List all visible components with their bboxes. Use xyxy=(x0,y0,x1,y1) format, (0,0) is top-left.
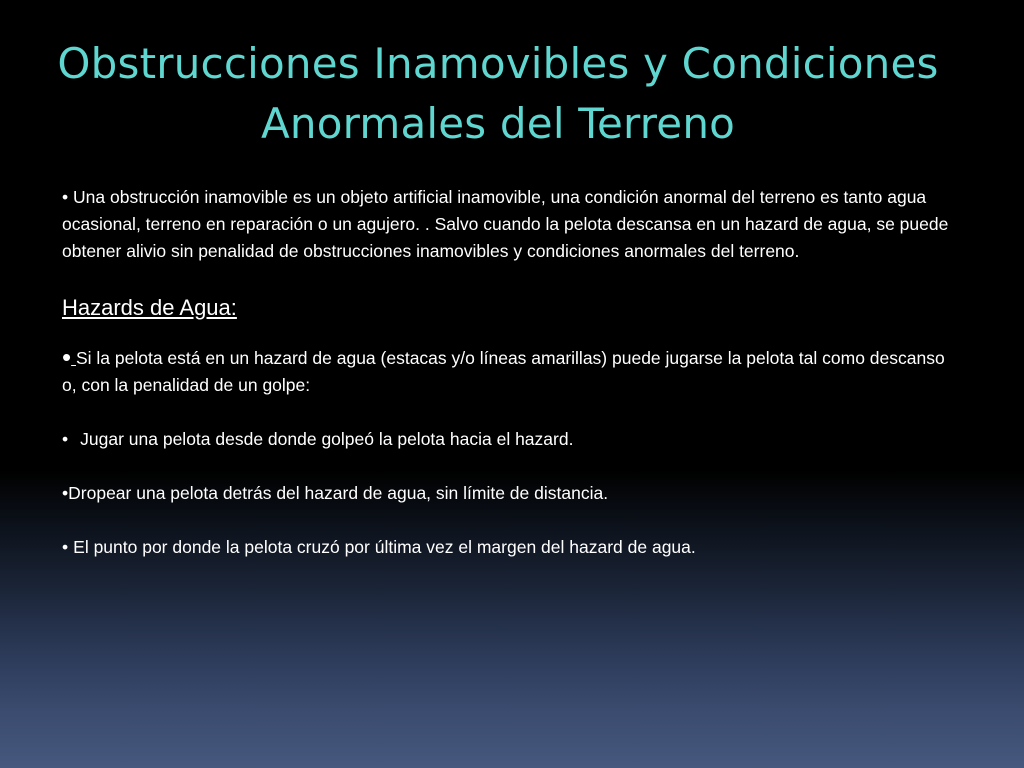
list-bullet: • xyxy=(62,429,69,449)
list-item xyxy=(62,534,952,561)
list-bullet: • xyxy=(62,342,72,372)
list-bullet: • xyxy=(62,483,69,503)
list-bullet: • xyxy=(62,537,69,557)
intro-bullet: • xyxy=(62,187,69,207)
list-item xyxy=(62,342,952,399)
slide-content xyxy=(62,184,952,588)
section-heading: Hazards de Agua: xyxy=(62,295,237,320)
list-item-text: Dropear una pelota detrás del hazard de agua, sin límite de distancia. xyxy=(68,483,609,503)
list-item xyxy=(62,426,952,453)
intro-paragraph xyxy=(62,184,952,265)
intro-text: Una obstrucción inamovible es un objeto artificial inamovible, una condición anormal del terreno es tanto agua ocasional, terreno en reparación o un agujero. . Salvo cuando la pelota descansa en un hazard de agua, se puede obtener alivio sin penalidad de obstrucciones inamovibles y condiciones anormales del terreno. xyxy=(62,187,949,261)
list-item-text: Si la pelota está en un hazard de agua (estacas y/o líneas amarillas) puede jugarse la pelota tal como descanso o, con la penalidad de un golpe: xyxy=(62,348,945,395)
list-item-text: El punto por donde la pelota cruzó por última vez el margen del hazard de agua. xyxy=(73,537,696,557)
list-item-text: Jugar una pelota desde donde golpeó la pelota hacia el hazard. xyxy=(80,429,574,449)
slide-title: Obstrucciones Inamovibles y Condiciones Anormales del Terreno xyxy=(57,39,939,148)
list-item xyxy=(62,480,952,507)
